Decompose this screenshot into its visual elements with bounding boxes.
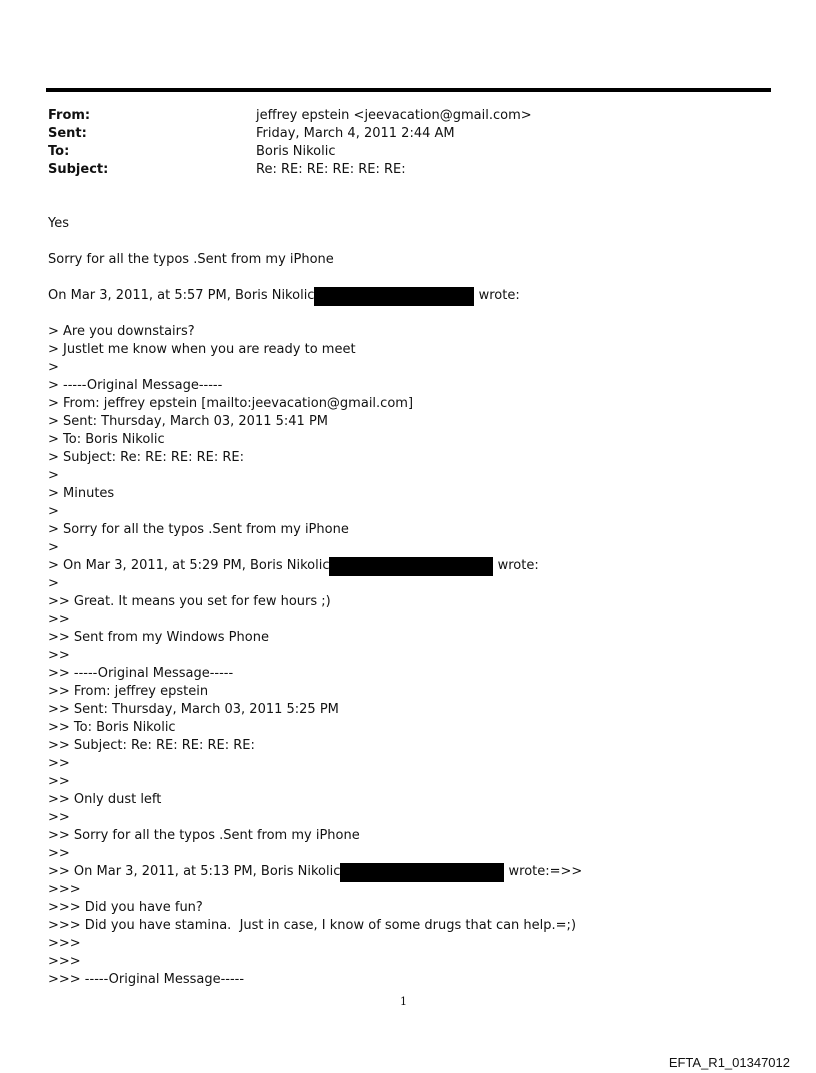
quoted-line: >>> -----Original Message----- [48,972,245,987]
attribution-text: On Mar 3, 2011, at 5:57 PM, Boris Nikolic [48,288,315,303]
from-value: jeffrey epstein <jeevacation@gmail.com> [256,108,532,123]
from-label: From: [48,108,91,123]
header-rule [46,88,771,92]
quoted-line: > [48,468,59,483]
quoted-line: >> [48,810,70,825]
signature-text: Sorry for all the typos .Sent from my iPhone [48,252,334,267]
quoted-line: >>> Did you have fun? [48,900,203,915]
quoted-line: >>> [48,882,81,897]
quoted-line: > Sent: Thursday, March 03, 2011 5:41 PM [48,414,329,429]
subject-label: Subject: [48,162,109,177]
attribution-wrote: wrote: [474,288,520,303]
quoted-line: >> Sent from my Windows Phone [48,630,269,645]
quoted-line: > Are you downstairs? [48,324,195,339]
page-number: 1 [400,995,407,1008]
quoted-line: > To: Boris Nikolic [48,432,165,447]
quoted-line: >> Great. It means you set for few hours ;) [48,594,331,609]
quoted-line: >> Only dust left [48,792,162,807]
attribution-line [48,557,768,575]
redaction-box [340,863,504,882]
attribution-text: >> On Mar 3, 2011, at 5:13 PM, Boris Nikolic [48,864,341,879]
quoted-line: >> [48,774,70,789]
redaction-box [314,287,474,306]
sent-value: Friday, March 4, 2011 2:44 AM [256,126,455,141]
quoted-line: > [48,540,59,555]
attribution-text: > On Mar 3, 2011, at 5:29 PM, Boris Nikolic [48,558,330,573]
quoted-line: > Minutes [48,486,115,501]
quoted-line: >> Subject: Re: RE: RE: RE: RE: [48,738,255,753]
quoted-line: >> Sent: Thursday, March 03, 2011 5:25 PM [48,702,339,717]
attribution-line [48,863,768,881]
subject-row [48,161,748,179]
quoted-line: > [48,504,59,519]
quoted-line: >> From: jeffrey epstein [48,684,209,699]
quoted-line: >> [48,648,70,663]
quoted-line: >>> Did you have stamina. Just in case, I know of some drugs that can help.=;) [48,918,577,933]
to-row [48,143,748,161]
sent-row [48,125,748,143]
sent-label: Sent: [48,126,87,141]
subject-value: Re: RE: RE: RE: RE: RE: [256,162,406,177]
quoted-line: >> Sorry for all the typos .Sent from my iPhone [48,828,360,843]
quoted-line: >> -----Original Message----- [48,666,234,681]
quoted-line: >> [48,612,70,627]
attribution-line [48,287,768,305]
quoted-block [48,575,768,863]
quoted-line: > [48,360,59,375]
redaction-box [329,557,493,576]
quoted-line: > From: jeffrey epstein [mailto:jeevacation@gmail.com] [48,396,414,411]
quoted-line: >> [48,756,70,771]
quoted-line: >> To: Boris Nikolic [48,720,176,735]
quoted-block [48,881,768,989]
quoted-line: > Subject: Re: RE: RE: RE: RE: [48,450,244,465]
quoted-block [48,323,768,557]
reply-text: Yes [48,216,69,231]
attribution-wrote: wrote: [493,558,539,573]
email-header [48,107,748,179]
quoted-line: >> [48,846,70,861]
quoted-line: > Justlet me know when you are ready to meet [48,342,356,357]
quoted-line: >>> [48,954,81,969]
email-body [48,215,768,989]
document-id: EFTA_R1_01347012 [668,1055,790,1070]
quoted-line: >>> [48,936,81,951]
to-label: To: [48,144,70,159]
quoted-line: > [48,576,59,591]
to-value: Boris Nikolic [256,144,336,159]
attribution-wrote: wrote:=>> [504,864,583,879]
quoted-line: > Sorry for all the typos .Sent from my iPhone [48,522,349,537]
quoted-line: > -----Original Message----- [48,378,223,393]
from-row [48,107,748,125]
